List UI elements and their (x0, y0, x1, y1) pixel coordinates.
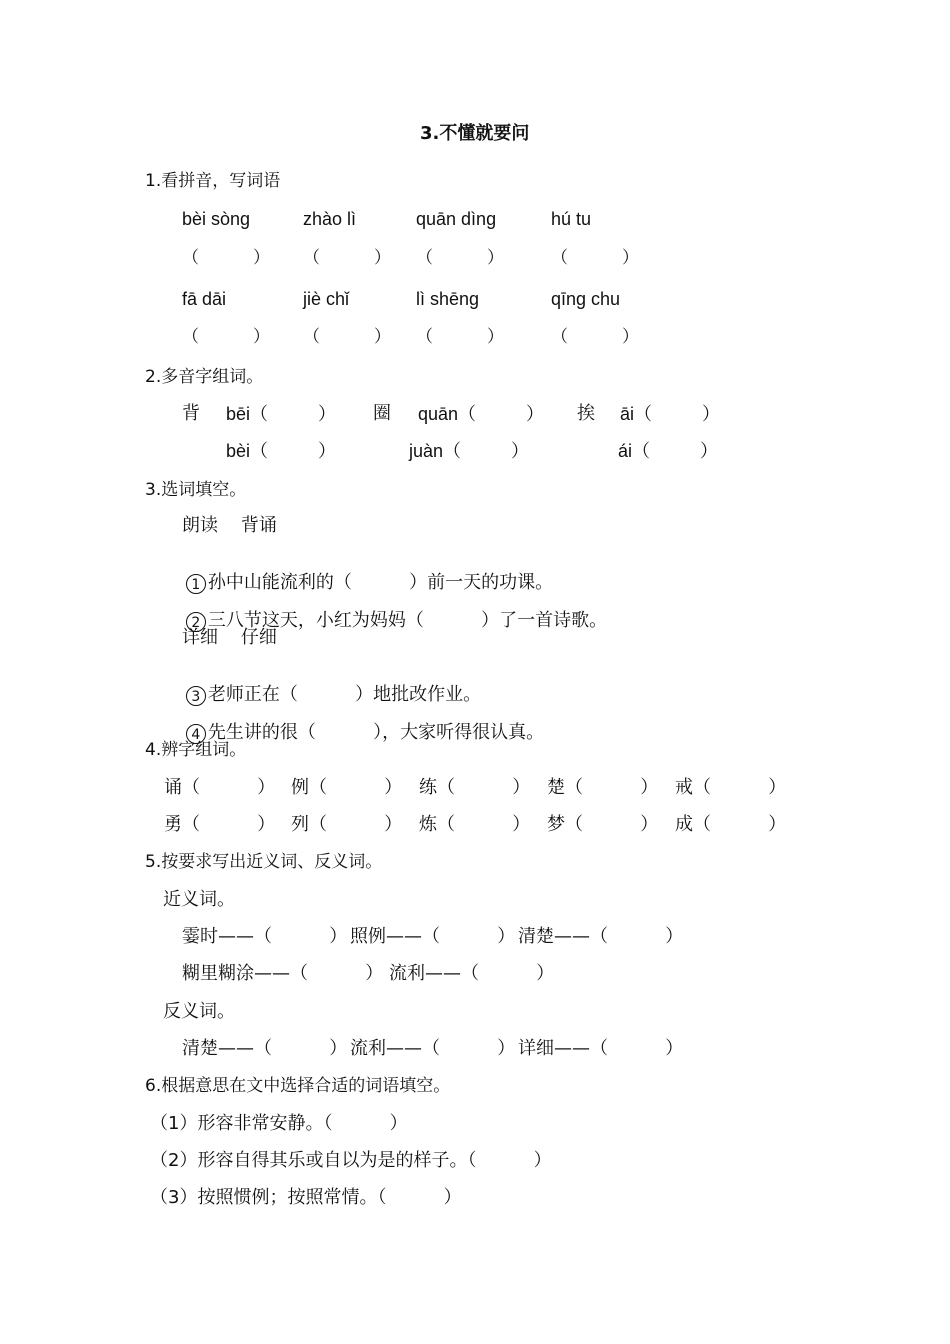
synonym-item[interactable]: 糊里糊涂——（ ） (182, 963, 384, 984)
pinyin-item: qīng chu (551, 289, 621, 309)
char-blank[interactable]: 楚（ ） (547, 777, 659, 798)
pinyin-item: zhào lì (303, 209, 357, 229)
definition-item[interactable]: （2）形容自得其乐或自以为是的样子。（ ） (150, 1150, 552, 1171)
section4-heading: 4.辨字组词。 (145, 740, 247, 760)
pinyin-item: quān dìng (416, 209, 497, 229)
char-blank[interactable]: 例（ ） (291, 777, 403, 798)
answer-blank[interactable]: （ ） (303, 327, 392, 347)
antonym-item[interactable]: 详细——（ ） (518, 1038, 684, 1059)
polyphone-reading[interactable]: āi（ ） (620, 404, 721, 424)
answer-blank[interactable]: （ ） (551, 248, 640, 268)
section5-heading: 5.按要求写出近义词、反义词。 (145, 852, 383, 872)
polyphone-reading[interactable]: quān（ ） (418, 404, 545, 424)
char-blank[interactable]: 炼（ ） (419, 814, 531, 835)
sentence-text: 老师正在（ ）地批改作业。 (207, 684, 482, 705)
polyphone-char: 挨 (577, 403, 595, 424)
char-blank[interactable]: 戒（ ） (675, 777, 787, 798)
definition-item[interactable]: （3）按照惯例；按照常情。（ ） (150, 1187, 462, 1208)
item-number-circle: 2 (186, 612, 206, 632)
answer-blank[interactable]: （ ） (182, 248, 271, 268)
answer-blank[interactable]: （ ） (416, 327, 505, 347)
sentence-text: 孙中山能流利的（ ）前一天的功课。 (207, 572, 554, 593)
synonym-item[interactable]: 清楚——（ ） (518, 926, 684, 947)
pinyin-item: bèi sòng (182, 209, 251, 229)
polyphone-char: 圈 (373, 403, 391, 424)
polyphone-char: 背 (182, 403, 200, 424)
pinyin-item: fā dāi (182, 289, 227, 309)
antonym-item[interactable]: 清楚——（ ） (182, 1038, 348, 1059)
word-options: 朗读 背诵 (182, 515, 277, 536)
char-blank[interactable]: 诵（ ） (164, 777, 276, 798)
answer-blank[interactable]: （ ） (551, 327, 640, 347)
char-blank[interactable]: 勇（ ） (164, 814, 276, 835)
synonym-item[interactable]: 照例——（ ） (350, 926, 516, 947)
polyphone-reading[interactable]: bēi（ ） (226, 404, 337, 424)
item-number-circle: 1 (186, 574, 206, 594)
word-options: 详细 仔细 (182, 627, 277, 648)
synonym-label: 近义词。 (163, 889, 235, 910)
answer-blank[interactable]: （ ） (303, 248, 392, 268)
item-number-circle: 4 (186, 724, 206, 744)
definition-item[interactable]: （1）形容非常安静。（ ） (150, 1113, 408, 1134)
section3-heading: 3.选词填空。 (145, 480, 247, 500)
char-blank[interactable]: 成（ ） (675, 814, 787, 835)
char-blank[interactable]: 练（ ） (419, 777, 531, 798)
polyphone-reading[interactable]: juàn（ ） (409, 441, 530, 461)
answer-blank[interactable]: （ ） (416, 248, 505, 268)
section6-heading: 6.根据意思在文中选择合适的词语填空。 (145, 1076, 451, 1096)
polyphone-reading[interactable]: ái（ ） (618, 441, 719, 461)
char-blank[interactable]: 列（ ） (291, 814, 403, 835)
antonym-label: 反义词。 (163, 1001, 235, 1022)
synonym-item[interactable]: 流利——（ ） (389, 963, 555, 984)
item-number-circle: 3 (186, 686, 206, 706)
section1-heading: 1.看拼音，写词语 (145, 171, 281, 191)
sentence-text: 三八节这天，小红为妈妈（ ）了一首诗歌。 (207, 610, 608, 631)
section2-heading: 2.多音字组词。 (145, 367, 264, 387)
pinyin-item: jiè chǐ (303, 289, 350, 309)
char-blank[interactable]: 梦（ ） (547, 814, 659, 835)
answer-blank[interactable]: （ ） (182, 327, 271, 347)
page-title: 3.不懂就要问 (420, 123, 530, 144)
antonym-item[interactable]: 流利——（ ） (350, 1038, 516, 1059)
pinyin-item: hú tu (551, 209, 592, 229)
polyphone-reading[interactable]: bèi（ ） (226, 441, 337, 461)
sentence-text: 先生讲的很（ ），大家听得很认真。 (207, 722, 545, 743)
synonym-item[interactable]: 霎时——（ ） (182, 926, 348, 947)
pinyin-item: lì shēng (416, 289, 480, 309)
